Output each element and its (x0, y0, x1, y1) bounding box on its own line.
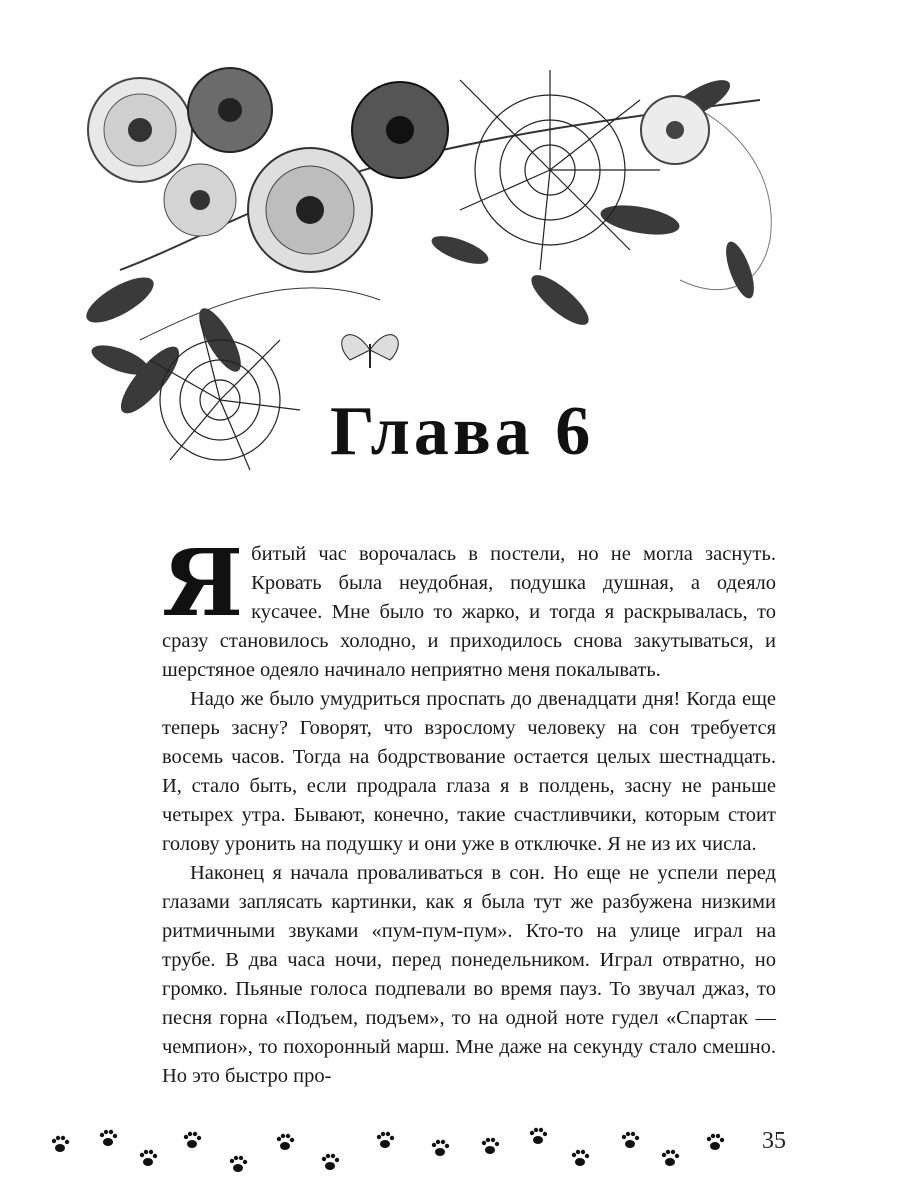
body-text (162, 529, 776, 1091)
paw-print-border (40, 1118, 740, 1178)
drop-cap: Я (162, 529, 244, 637)
chapter-title: Глава 6 (330, 393, 595, 470)
paragraph-2: Надо же было умудриться проспать до двенадцати дня! Когда еще теперь засну? Говорят, что взрослому человеку на сон требуется восемь часов. Тогда на бодрствование остается целых шестнадцать. И, стало быть, если продрала глаза я в полдень, засну не раньше четырех утра. Бывают, конечно, такие счастливчики, которым стоит голову уронить на подушку и они уже в отключке. Я не из их числа. (162, 688, 776, 855)
paragraph-3: Наконец я начала проваливаться в сон. Но еще не успели перед глазами заплясать картинки, как я была тут же разбужена низкими ритмичными звуками «пум-пум-пум». Кто-то на улице играл на трубе. В два часа ночи, перед понедельником. Играл отвратно, но громко. Пьяные голоса подпевали во время пауз. То звучал джаз, то песня горна «Подъем, подъем», то на одной ноте гудел «Спартак — чемпион», то похоронный марш. Мне даже на секунду стало смешно. Но это быстро про- (162, 862, 776, 1087)
page-number: 35 (762, 1128, 786, 1154)
paragraph-1 (162, 529, 776, 685)
paragraph-1-text: битый час ворочалась в постели, но не могла заснуть. Кровать была неудобная, подушка душная, а одеяло кусачее. Мне было то жарко, и тогда я раскрывалась, то сразу становилось холодно, и приходилось снова закутываться, и шерстяное одеяло начинало неприятно меня покалывать. (162, 543, 776, 681)
